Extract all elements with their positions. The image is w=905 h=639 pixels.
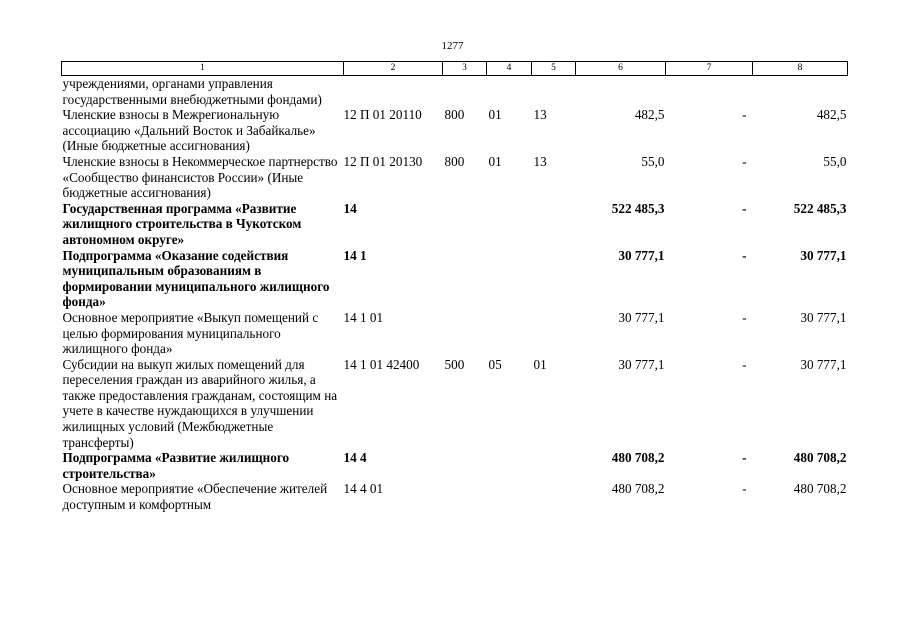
amount-column-8: 522 485,3 — [793, 200, 847, 216]
amount-total: 480 708,2 — [611, 450, 665, 466]
row-description: Субсидии на выкуп жилых помещений для переселения граждан из аварийного жилья, а также предоставления гражданам, состоящим на учете в качестве нуждающихся в улучшении жилищных условий (Межбюджетные трансферты) — [62, 356, 338, 450]
row-description: Основное мероприятие «Выкуп помещений с целью формирования муниципального жилищного фонда» — [62, 309, 319, 357]
row-description: Членские взносы в Некоммерческое партнерство «Сообщество финансистов России» (Иные бюджетные ассигнования) — [62, 153, 338, 201]
amount-column-7: - — [742, 309, 747, 325]
section-code — [487, 481, 532, 512]
amount-column-7: - — [742, 153, 747, 169]
row-description: учреждениями, органами управления государственными внебюджетными фондами) — [62, 76, 322, 107]
target-article-code: 14 1 — [343, 247, 367, 263]
amount-column-8: 482,5 — [816, 107, 847, 123]
amount-total: 55,0 — [641, 153, 665, 169]
amount-total: 522 485,3 — [611, 200, 665, 216]
section-code: 01 — [488, 153, 502, 169]
column-header: 8 — [753, 62, 848, 76]
column-header: 1 — [62, 62, 344, 76]
subsection-code — [532, 310, 576, 357]
amount-total: 482,5 — [634, 107, 665, 123]
section-code: 01 — [488, 107, 502, 123]
expense-type-code — [443, 201, 487, 248]
amount-total: 30 777,1 — [618, 309, 665, 325]
table-row — [62, 248, 848, 310]
page-number: 1277 — [441, 40, 464, 52]
amount-column-8: 30 777,1 — [800, 356, 847, 372]
expense-type-code — [443, 76, 487, 108]
amount-column-7: - — [742, 247, 747, 263]
table-row — [62, 357, 848, 451]
expense-type-code — [443, 248, 487, 310]
amount-column-7: - — [742, 450, 747, 466]
amount-column-7: - — [742, 481, 747, 497]
target-article-code: 14 4 — [343, 450, 367, 466]
column-header: 5 — [532, 62, 576, 76]
expense-type-code: 500 — [444, 356, 465, 372]
amount-column-8: 480 708,2 — [793, 450, 847, 466]
target-article-code: 12 П 01 20130 — [343, 153, 423, 169]
amount-column-8: 30 777,1 — [800, 309, 847, 325]
amount-column-8: 55,0 — [823, 153, 847, 169]
subsection-code — [532, 201, 576, 248]
section-code — [487, 248, 532, 310]
budget-table — [61, 61, 848, 513]
amount-column-7: - — [742, 356, 747, 372]
row-description: Государственная программа «Развитие жилищного строительства в Чукотском автономном округе» — [62, 200, 302, 247]
expense-type-code — [443, 481, 487, 512]
table-row — [62, 107, 848, 154]
target-article-code: 12 П 01 20110 — [343, 107, 422, 123]
table-header — [62, 62, 848, 76]
section-code — [487, 450, 532, 481]
amount-column-7: - — [742, 107, 747, 123]
amount-column-8 — [753, 76, 848, 108]
column-header: 2 — [344, 62, 443, 76]
subsection-code: 13 — [533, 153, 547, 169]
amount-total: 30 777,1 — [618, 356, 665, 372]
expense-type-code — [443, 450, 487, 481]
amount-total: 30 777,1 — [618, 247, 665, 263]
expense-type-code — [443, 310, 487, 357]
column-header: 7 — [666, 62, 753, 76]
table-row — [62, 154, 848, 201]
table-row — [62, 450, 848, 481]
section-code — [487, 201, 532, 248]
subsection-code — [532, 481, 576, 512]
table-row — [62, 481, 848, 512]
table-row — [62, 310, 848, 357]
subsection-code — [532, 450, 576, 481]
expense-type-code: 800 — [444, 107, 465, 123]
row-description: Подпрограмма «Развитие жилищного строительства» — [62, 450, 290, 481]
amount-column-8: 480 708,2 — [793, 481, 847, 497]
row-description: Основное мероприятие «Обеспечение жителей доступным и комфортным — [62, 481, 328, 513]
table-row — [62, 201, 848, 248]
subsection-code: 01 — [533, 356, 547, 372]
column-header: 4 — [487, 62, 532, 76]
expense-type-code: 800 — [444, 153, 465, 169]
amount-column-7: - — [742, 200, 747, 216]
header-row — [62, 62, 848, 76]
section-code — [487, 76, 532, 108]
row-description: Подпрограмма «Оказание содействия муниципальным образованиям в формировании муниципального жилищного фонда» — [62, 247, 330, 310]
amount-column-8: 30 777,1 — [800, 247, 847, 263]
target-article-code: 14 1 01 42400 — [343, 356, 420, 372]
amount-total: 480 708,2 — [611, 481, 665, 497]
section-code — [487, 310, 532, 357]
target-article-code: 14 1 01 — [343, 309, 384, 325]
amount-column-7 — [666, 76, 753, 108]
target-article-code — [344, 76, 443, 108]
row-description: Членские взносы в Межрегиональную ассоциацию «Дальний Восток и Забайкалье» (Иные бюджетные ассигнования) — [62, 107, 316, 154]
subsection-code — [532, 248, 576, 310]
subsection-code — [532, 76, 576, 108]
column-header: 6 — [576, 62, 666, 76]
amount-total — [576, 76, 666, 108]
subsection-code: 13 — [533, 107, 547, 123]
target-article-code: 14 — [343, 200, 357, 216]
table-body — [62, 76, 848, 513]
table-row — [62, 76, 848, 108]
column-header: 3 — [443, 62, 487, 76]
target-article-code: 14 4 01 — [343, 481, 384, 497]
section-code: 05 — [488, 356, 502, 372]
